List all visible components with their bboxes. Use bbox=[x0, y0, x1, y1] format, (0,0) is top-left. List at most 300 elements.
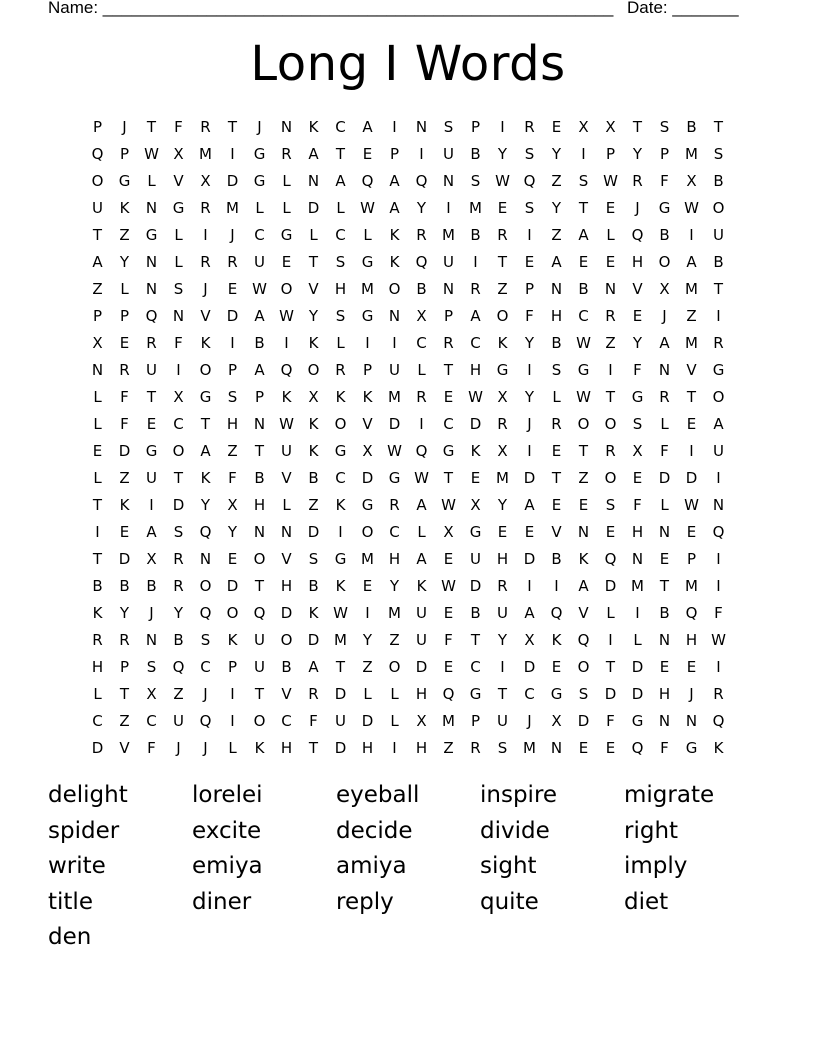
grid-letter: F bbox=[174, 334, 183, 352]
grid-letter: A bbox=[335, 172, 346, 190]
grid-letter: E bbox=[686, 658, 697, 676]
grid-letter: N bbox=[631, 550, 644, 568]
grid-letter: B bbox=[686, 118, 697, 136]
grid-letter: S bbox=[524, 199, 535, 217]
grid-letter: T bbox=[578, 199, 589, 217]
grid-letter: Q bbox=[172, 658, 185, 676]
grid-letter: A bbox=[713, 415, 724, 433]
grid-letter: F bbox=[606, 712, 615, 730]
grid-letter: E bbox=[119, 523, 130, 541]
grid-letter: P bbox=[119, 145, 130, 163]
grid-letter: W bbox=[333, 604, 348, 622]
grid-letter: K bbox=[308, 118, 319, 136]
grid-letter: G bbox=[631, 712, 644, 730]
grid-letter: K bbox=[92, 604, 103, 622]
grid-letter: G bbox=[118, 172, 131, 190]
grid-letter: E bbox=[443, 604, 454, 622]
grid-letter: E bbox=[659, 550, 670, 568]
name-line: Name: ______________________________________________________ bbox=[48, 0, 614, 17]
grid-letter: F bbox=[174, 118, 183, 136]
grid-letter: A bbox=[200, 442, 211, 460]
date-line: Date: _______ bbox=[627, 0, 739, 17]
grid-letter: U bbox=[497, 712, 508, 730]
word-bank-item: right bbox=[624, 817, 679, 844]
grid-letter: N bbox=[658, 631, 671, 649]
grid-letter: O bbox=[577, 415, 590, 433]
grid-letter: E bbox=[362, 145, 373, 163]
grid-letter: W bbox=[279, 307, 294, 325]
grid-letter: F bbox=[660, 739, 669, 757]
grid-letter: L bbox=[255, 199, 264, 217]
grid-letter: Z bbox=[119, 226, 130, 244]
grid-letter: M bbox=[388, 388, 401, 406]
grid-letter: B bbox=[470, 226, 481, 244]
grid-letter: T bbox=[173, 469, 184, 487]
grid-letter: S bbox=[308, 550, 319, 568]
grid-letter: Y bbox=[362, 631, 373, 649]
grid-letter: I bbox=[716, 577, 721, 595]
grid-letter: E bbox=[605, 199, 616, 217]
grid-row bbox=[84, 492, 732, 519]
grid-letter: C bbox=[578, 307, 589, 325]
grid-letter: X bbox=[524, 631, 535, 649]
grid-letter: K bbox=[389, 253, 400, 271]
grid-letter: Y bbox=[308, 307, 319, 325]
grid-letter: Q bbox=[415, 442, 428, 460]
grid-letter: I bbox=[392, 118, 397, 136]
grid-letter: S bbox=[200, 631, 211, 649]
grid-letter: R bbox=[416, 226, 427, 244]
grid-letter: U bbox=[416, 631, 427, 649]
grid-letter: E bbox=[146, 415, 157, 433]
grid-letter: E bbox=[659, 658, 670, 676]
grid-letter: E bbox=[497, 523, 508, 541]
grid-letter: V bbox=[686, 361, 697, 379]
grid-letter: I bbox=[608, 631, 613, 649]
grid-letter: L bbox=[282, 496, 291, 514]
grid-letter: T bbox=[605, 388, 616, 406]
grid-letter: K bbox=[308, 442, 319, 460]
grid-letter: F bbox=[660, 172, 669, 190]
grid-letter: Y bbox=[173, 604, 184, 622]
grid-letter: I bbox=[527, 577, 532, 595]
grid-row bbox=[84, 546, 732, 573]
grid-letter: S bbox=[524, 145, 535, 163]
grid-letter: E bbox=[281, 253, 292, 271]
grid-letter: E bbox=[443, 550, 454, 568]
grid-letter: E bbox=[551, 496, 562, 514]
grid-letter: T bbox=[443, 469, 454, 487]
grid-letter: M bbox=[523, 739, 536, 757]
grid-letter: G bbox=[145, 226, 158, 244]
grid-letter: N bbox=[145, 199, 158, 217]
grid-row bbox=[84, 519, 732, 546]
grid-letter: Q bbox=[415, 253, 428, 271]
grid-letter: R bbox=[200, 118, 211, 136]
grid-row bbox=[84, 438, 732, 465]
grid-letter: F bbox=[228, 469, 237, 487]
grid-letter: B bbox=[92, 577, 103, 595]
grid-letter: O bbox=[253, 550, 266, 568]
grid-letter: Q bbox=[415, 172, 428, 190]
grid-letter: K bbox=[497, 334, 508, 352]
grid-letter: M bbox=[469, 199, 482, 217]
grid-letter: Q bbox=[604, 550, 617, 568]
grid-letter: G bbox=[469, 523, 482, 541]
grid-letter: D bbox=[523, 550, 536, 568]
grid-letter: F bbox=[120, 415, 129, 433]
grid-letter: T bbox=[254, 442, 265, 460]
grid-letter: O bbox=[226, 604, 239, 622]
grid-letter: P bbox=[92, 118, 103, 136]
grid-letter: Q bbox=[685, 604, 698, 622]
grid-letter: N bbox=[658, 712, 671, 730]
grid-letter: U bbox=[92, 199, 103, 217]
grid-letter: M bbox=[361, 550, 374, 568]
grid-letter: R bbox=[497, 577, 508, 595]
grid-letter: W bbox=[684, 496, 699, 514]
grid-letter: Q bbox=[199, 523, 212, 541]
grid-letter: X bbox=[497, 388, 508, 406]
grid-letter: V bbox=[308, 280, 319, 298]
grid-letter: S bbox=[578, 685, 589, 703]
grid-letter: N bbox=[199, 550, 212, 568]
grid-letter: T bbox=[497, 685, 508, 703]
grid-letter: X bbox=[173, 388, 184, 406]
grid-letter: X bbox=[551, 712, 562, 730]
grid-letter: H bbox=[91, 658, 104, 676]
grid-letter: C bbox=[281, 712, 292, 730]
grid-letter: I bbox=[338, 523, 343, 541]
grid-letter: B bbox=[308, 469, 319, 487]
word-bank-item: lorelei bbox=[192, 782, 263, 808]
grid-letter: N bbox=[442, 280, 455, 298]
grid-letter: F bbox=[660, 442, 669, 460]
grid-letter: V bbox=[200, 307, 211, 325]
grid-letter: T bbox=[632, 118, 643, 136]
grid-letter: Y bbox=[524, 388, 535, 406]
grid-letter: O bbox=[604, 469, 617, 487]
grid-letter: K bbox=[200, 334, 211, 352]
grid-letter: H bbox=[685, 631, 698, 649]
grid-row bbox=[84, 330, 732, 357]
grid-letter: A bbox=[416, 496, 427, 514]
grid-letter: I bbox=[446, 199, 451, 217]
grid-letter: M bbox=[361, 280, 374, 298]
grid-letter: I bbox=[608, 361, 613, 379]
grid-letter: L bbox=[120, 280, 129, 298]
grid-letter: E bbox=[443, 388, 454, 406]
grid-letter: F bbox=[633, 361, 642, 379]
word-bank-item: inspire bbox=[480, 782, 558, 808]
grid-letter: K bbox=[335, 496, 346, 514]
grid-letter: D bbox=[604, 577, 617, 595]
grid-letter: Q bbox=[442, 685, 455, 703]
grid-letter: W bbox=[144, 145, 159, 163]
grid-letter: W bbox=[279, 415, 294, 433]
grid-letter: L bbox=[552, 388, 561, 406]
grid-letter: W bbox=[684, 199, 699, 217]
grid-letter: D bbox=[172, 496, 185, 514]
grid-letter: D bbox=[388, 415, 401, 433]
grid-letter: L bbox=[390, 712, 399, 730]
grid-letter: D bbox=[577, 712, 590, 730]
grid-letter: Q bbox=[199, 712, 212, 730]
grid-letter: G bbox=[253, 172, 266, 190]
grid-letter: B bbox=[281, 658, 292, 676]
grid-letter: D bbox=[334, 685, 347, 703]
grid-letter: U bbox=[146, 469, 157, 487]
grid-letter: E bbox=[686, 523, 697, 541]
word-bank-item: title bbox=[48, 888, 93, 915]
grid-letter: O bbox=[280, 631, 293, 649]
grid-letter: R bbox=[173, 577, 184, 595]
grid-letter: K bbox=[713, 739, 724, 757]
grid-letter: P bbox=[227, 658, 238, 676]
grid-letter: B bbox=[578, 280, 589, 298]
grid-letter: R bbox=[713, 334, 724, 352]
word-bank-item: den bbox=[48, 924, 92, 950]
grid-letter: G bbox=[577, 361, 590, 379]
grid-letter: V bbox=[281, 550, 292, 568]
grid-letter: W bbox=[441, 496, 456, 514]
grid-letter: V bbox=[632, 280, 643, 298]
grid-row bbox=[84, 627, 732, 654]
grid-letter: A bbox=[578, 226, 589, 244]
grid-letter: D bbox=[307, 631, 320, 649]
grid-letter: R bbox=[497, 415, 508, 433]
grid-letter: P bbox=[659, 145, 670, 163]
grid-letter: E bbox=[443, 658, 454, 676]
grid-letter: W bbox=[576, 388, 591, 406]
grid-letter: Z bbox=[443, 739, 454, 757]
grid-letter: L bbox=[417, 361, 426, 379]
grid-letter: W bbox=[603, 172, 618, 190]
grid-letter: L bbox=[417, 523, 426, 541]
grid-letter: Q bbox=[712, 712, 725, 730]
grid-letter: C bbox=[173, 415, 184, 433]
grid-letter: O bbox=[604, 415, 617, 433]
grid-letter: J bbox=[527, 712, 532, 730]
grid-letter: A bbox=[659, 334, 670, 352]
grid-letter: I bbox=[419, 415, 424, 433]
grid-letter: O bbox=[199, 577, 212, 595]
grid-letter: G bbox=[361, 496, 374, 514]
grid-letter: C bbox=[335, 226, 346, 244]
grid-letter: V bbox=[578, 604, 589, 622]
grid-letter: O bbox=[91, 172, 104, 190]
grid-letter: W bbox=[711, 631, 726, 649]
grid-letter: C bbox=[470, 334, 481, 352]
grid-letter: E bbox=[524, 253, 535, 271]
grid-letter: Q bbox=[523, 172, 536, 190]
grid-letter: T bbox=[335, 658, 346, 676]
grid-letter: Z bbox=[92, 280, 103, 298]
grid-letter: T bbox=[713, 118, 724, 136]
grid-letter: X bbox=[497, 442, 508, 460]
grid-letter: T bbox=[146, 118, 157, 136]
grid-letter: B bbox=[254, 469, 265, 487]
grid-letter: T bbox=[92, 226, 103, 244]
grid-letter: I bbox=[230, 334, 235, 352]
grid-letter: S bbox=[173, 280, 184, 298]
grid-row bbox=[84, 357, 732, 384]
grid-row bbox=[84, 681, 732, 708]
grid-letter: I bbox=[176, 361, 181, 379]
grid-letter: M bbox=[496, 469, 509, 487]
grid-letter: O bbox=[388, 658, 401, 676]
grid-letter: D bbox=[415, 658, 428, 676]
grid-letter: T bbox=[308, 253, 319, 271]
grid-letter: I bbox=[635, 604, 640, 622]
grid-row bbox=[84, 384, 732, 411]
grid-letter: D bbox=[91, 739, 104, 757]
grid-letter: Z bbox=[686, 307, 697, 325]
grid-letter: E bbox=[524, 523, 535, 541]
grid-letter: P bbox=[443, 307, 454, 325]
grid-letter: B bbox=[173, 631, 184, 649]
grid-letter: B bbox=[551, 550, 562, 568]
word-bank-item: eyeball bbox=[336, 782, 420, 808]
grid-letter: R bbox=[443, 334, 454, 352]
grid-letter: P bbox=[470, 712, 481, 730]
grid-letter: G bbox=[172, 199, 185, 217]
grid-letter: P bbox=[389, 145, 400, 163]
grid-letter: C bbox=[254, 226, 265, 244]
grid-letter: H bbox=[550, 307, 563, 325]
grid-letter: G bbox=[469, 685, 482, 703]
grid-letter: K bbox=[578, 550, 589, 568]
grid-letter: G bbox=[442, 442, 455, 460]
grid-row bbox=[84, 303, 732, 330]
grid-letter: E bbox=[497, 199, 508, 217]
grid-letter: E bbox=[632, 307, 643, 325]
grid-letter: J bbox=[527, 415, 532, 433]
grid-letter: L bbox=[174, 226, 183, 244]
grid-letter: R bbox=[173, 550, 184, 568]
grid-letter: Z bbox=[308, 496, 319, 514]
grid-letter: U bbox=[173, 712, 184, 730]
grid-letter: E bbox=[119, 334, 130, 352]
grid-letter: M bbox=[685, 145, 698, 163]
grid-letter: H bbox=[658, 685, 671, 703]
grid-letter: E bbox=[227, 280, 238, 298]
grid-letter: H bbox=[415, 685, 428, 703]
word-bank-item: spider bbox=[48, 817, 120, 844]
grid-letter: T bbox=[335, 145, 346, 163]
grid-letter: J bbox=[635, 199, 640, 217]
grid-letter: I bbox=[392, 739, 397, 757]
grid-letter: B bbox=[119, 577, 130, 595]
grid-letter: T bbox=[92, 550, 103, 568]
word-bank-item: divide bbox=[480, 817, 550, 844]
grid-letter: X bbox=[146, 550, 157, 568]
word-bank-item: decide bbox=[336, 817, 413, 844]
grid-letter: O bbox=[712, 388, 725, 406]
grid-letter: A bbox=[524, 496, 535, 514]
grid-letter: K bbox=[308, 415, 319, 433]
grid-letter: D bbox=[604, 685, 617, 703]
grid-letter: W bbox=[414, 469, 429, 487]
grid-letter: T bbox=[146, 388, 157, 406]
grid-letter: H bbox=[361, 739, 374, 757]
grid-letter: A bbox=[254, 361, 265, 379]
grid-letter: X bbox=[173, 145, 184, 163]
grid-letter: E bbox=[578, 739, 589, 757]
grid-letter: S bbox=[173, 523, 184, 541]
grid-letter: R bbox=[119, 631, 130, 649]
grid-letter: L bbox=[606, 604, 615, 622]
grid-letter: H bbox=[280, 739, 293, 757]
grid-letter: U bbox=[281, 442, 292, 460]
grid-row bbox=[84, 276, 732, 303]
grid-letter: D bbox=[118, 442, 131, 460]
grid-letter: L bbox=[363, 226, 372, 244]
grid-letter: L bbox=[606, 226, 615, 244]
grid-letter: X bbox=[443, 523, 454, 541]
grid-letter: H bbox=[631, 253, 644, 271]
word-bank-item: delight bbox=[48, 782, 128, 808]
grid-letter: N bbox=[685, 712, 698, 730]
grid-letter: R bbox=[470, 280, 481, 298]
grid-letter: D bbox=[307, 523, 320, 541]
grid-letter: N bbox=[415, 118, 428, 136]
grid-row bbox=[84, 465, 732, 492]
word-bank-item: diet bbox=[624, 888, 669, 915]
grid-letter: R bbox=[416, 388, 427, 406]
grid-letter: Q bbox=[199, 604, 212, 622]
grid-letter: T bbox=[443, 361, 454, 379]
grid-letter: X bbox=[308, 388, 319, 406]
grid-letter: I bbox=[716, 550, 721, 568]
grid-letter: K bbox=[254, 739, 265, 757]
grid-row bbox=[84, 573, 732, 600]
grid-letter: Z bbox=[389, 631, 400, 649]
grid-letter: G bbox=[712, 361, 725, 379]
grid-letter: O bbox=[253, 712, 266, 730]
grid-letter: P bbox=[254, 388, 265, 406]
word-bank-item: diner bbox=[192, 888, 252, 915]
grid-letter: R bbox=[551, 415, 562, 433]
grid-letter: Q bbox=[280, 361, 293, 379]
grid-letter: M bbox=[685, 280, 698, 298]
grid-letter: L bbox=[660, 415, 669, 433]
grid-letter: Q bbox=[631, 226, 644, 244]
grid-letter: Y bbox=[551, 199, 562, 217]
grid-letter: X bbox=[416, 712, 427, 730]
grid-letter: P bbox=[227, 361, 238, 379]
grid-letter: N bbox=[577, 523, 590, 541]
grid-letter: P bbox=[119, 307, 130, 325]
grid-letter: X bbox=[632, 442, 643, 460]
grid-letter: Q bbox=[253, 604, 266, 622]
word-bank-item: imply bbox=[624, 853, 688, 879]
grid-letter: Z bbox=[551, 172, 562, 190]
grid-letter: S bbox=[497, 739, 508, 757]
word-bank-item: amiya bbox=[336, 853, 407, 879]
grid-letter: Z bbox=[551, 226, 562, 244]
grid-letter: Q bbox=[550, 604, 563, 622]
word-bank-item: sight bbox=[480, 853, 537, 879]
grid-letter: S bbox=[335, 253, 346, 271]
grid-row bbox=[84, 600, 732, 627]
grid-letter: R bbox=[605, 442, 616, 460]
grid-letter: R bbox=[146, 334, 157, 352]
grid-letter: S bbox=[551, 361, 562, 379]
grid-letter: I bbox=[689, 226, 694, 244]
grid-letter: O bbox=[172, 442, 185, 460]
grid-letter: N bbox=[307, 172, 320, 190]
